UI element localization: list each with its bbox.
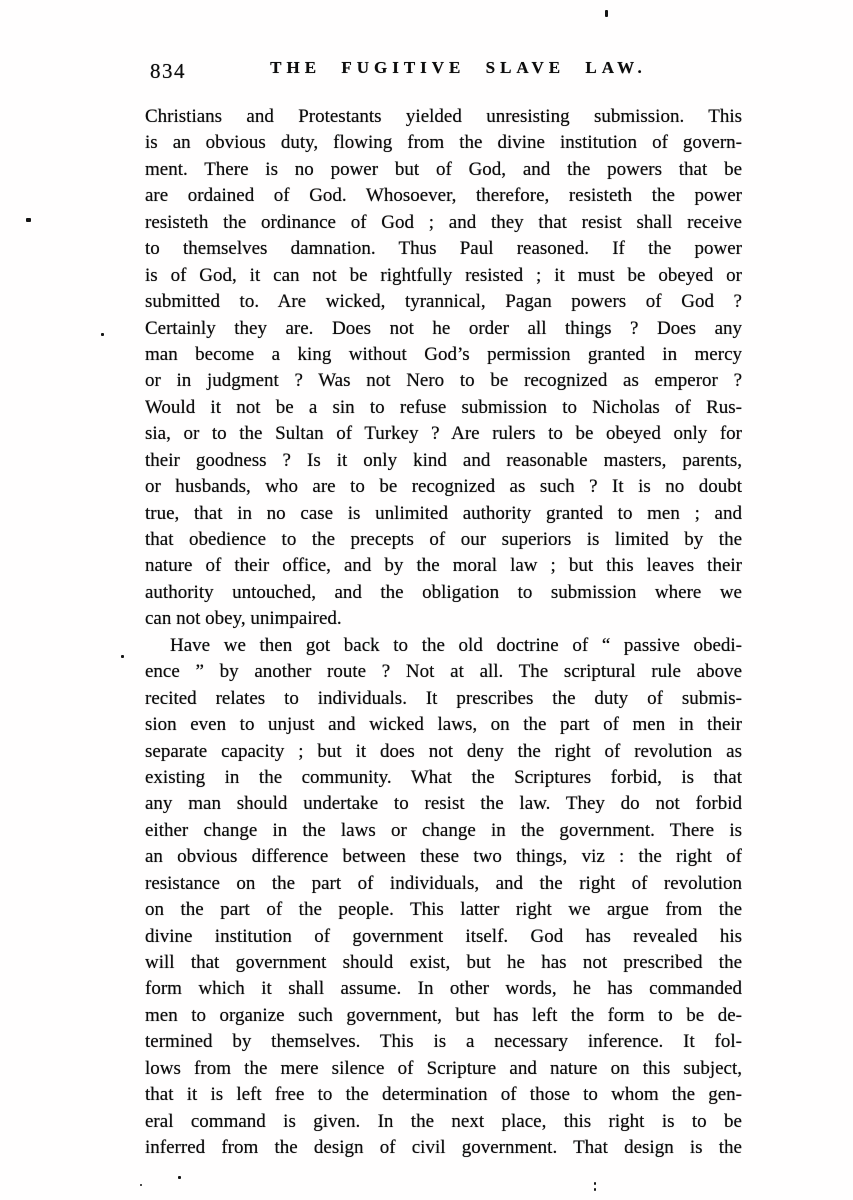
text-line: submitted to. Are wicked, tyrannical, Pagan powers of God ?	[145, 291, 742, 313]
text-line: men to organize such government, but has left the form to be de-	[145, 1004, 742, 1026]
text-line: nature of their office, and by the moral law ; but this leaves their	[145, 555, 742, 577]
text-line: either change in the laws or change in the government. There is	[145, 819, 742, 841]
page-header	[145, 58, 742, 88]
text-line: or in judgment ? Was not Nero to be recognized as emperor ?	[145, 370, 742, 392]
text-line: termined by themselves. This is a necessary inference. It fol-	[145, 1031, 742, 1053]
text-line: their goodness ? Is it only kind and reasonable masters, parents,	[145, 449, 742, 471]
text-line: existing in the community. What the Scriptures forbid, is that	[145, 766, 742, 788]
text-line: recited relates to individuals. It prescribes the duty of submis-	[145, 687, 742, 709]
scan-speck-artifact	[101, 333, 104, 336]
page-body	[145, 104, 742, 1162]
scan-speck-artifact	[140, 1184, 142, 1186]
text-line: or husbands, who are to be recognized as such ? It is no doubt	[145, 476, 742, 498]
text-line: that obedience to the precepts of our superiors is limited by the	[145, 529, 742, 550]
text-line: that it is left free to the determination of those to whom the gen-	[145, 1084, 742, 1106]
scan-speck-artifact	[178, 1176, 181, 1179]
text-line: eral command is given. In the next place, this right is to be	[145, 1110, 742, 1132]
text-line: to themselves damnation. Thus Paul reasoned. If the power	[145, 238, 742, 260]
paragraph	[145, 633, 742, 1162]
scan-speck-artifact	[121, 655, 124, 658]
text-line: is an obvious duty, flowing from the divine institution of govern-	[145, 132, 742, 154]
text-line: Certainly they are. Does not he order all things ? Does any	[145, 317, 742, 339]
text-line: inferred from the design of civil government. That design is the	[145, 1137, 742, 1159]
text-line: sia, or to the Sultan of Turkey ? Are rulers to be obeyed only for	[145, 423, 742, 445]
page-number: 834	[150, 59, 186, 83]
text-line: Have we then got back to the old doctrine of “ passive obedi-	[170, 634, 742, 656]
text-line: Christians and Protestants yielded unresisting submission. This	[145, 106, 742, 127]
text-line: on the part of the people. This latter right we argue from the	[145, 899, 742, 921]
text-line: authority untouched, and the obligation to submission where we	[145, 581, 742, 603]
text-line: man become a king without God’s permission granted in mercy	[145, 343, 742, 365]
text-line: true, that in no case is unlimited authority granted to men ; and	[145, 502, 742, 524]
text-line: separate capacity ; but it does not deny the right of revolution as	[145, 740, 742, 762]
scan-speck-artifact	[605, 10, 608, 17]
text-line: is of God, it can not be rightfully resisted ; it must be obeyed or	[145, 264, 742, 286]
text-line: any man should undertake to resist the law. They do not forbid	[145, 793, 742, 815]
text-line: are ordained of God. Whosoever, therefore, resisteth the power	[145, 185, 742, 207]
running-title: THE FUGITIVE SLAVE LAW.	[270, 58, 647, 77]
text-line: resisteth the ordinance of God ; and they that resist shall receive	[145, 211, 742, 233]
scan-speck-artifact	[594, 1188, 596, 1191]
text-line: ence ” by another route ? Not at all. The scriptural rule above	[145, 661, 742, 683]
text-line: lows from the mere silence of Scripture and nature on this subject,	[145, 1057, 742, 1079]
text-line: sion even to unjust and wicked laws, on the part of men in their	[145, 714, 742, 736]
text-line: can not obey, unimpaired.	[145, 608, 342, 630]
scan-speck-artifact	[594, 1182, 596, 1185]
text-line: divine institution of government itself. God has revealed his	[145, 925, 742, 947]
text-line: will that government should exist, but he has not prescribed the	[145, 952, 742, 973]
text-line: form which it shall assume. In other words, he has commanded	[145, 978, 742, 1000]
text-line: resistance on the part of individuals, and the right of revolution	[145, 872, 742, 894]
scan-speck-artifact	[26, 218, 31, 222]
paragraph	[145, 104, 742, 633]
text-line: ment. There is no power but of God, and the powers that be	[145, 158, 742, 180]
text-line: Would it not be a sin to refuse submission to Nicholas of Rus-	[145, 396, 742, 418]
text-line: an obvious difference between these two things, viz : the right of	[145, 846, 742, 868]
